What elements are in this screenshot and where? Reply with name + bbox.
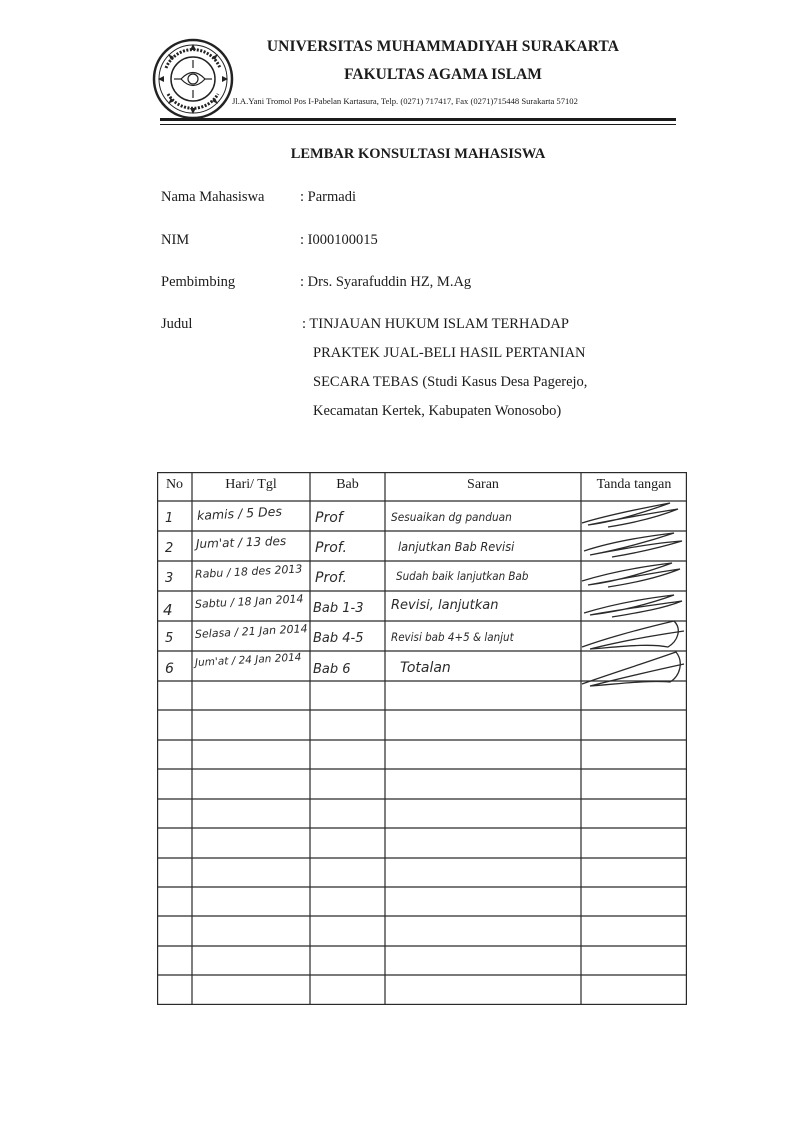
university-name: UNIVERSITAS MUHAMMADIYAH SURAKARTA [266, 38, 620, 55]
row-advice: Revisi bab 4+5 & lanjut [391, 630, 514, 644]
row-chapter: Bab 6 [313, 662, 351, 677]
row-advice: lanjutkan Bab Revisi [398, 540, 515, 554]
university-address: Jl.A.Yani Tromol Pos I-Pabelan Kartasura, Telp. (0271) 717417, Fax (0271)715448 Surakarta 57102 [232, 96, 578, 106]
signature-icon [578, 589, 688, 619]
column-header-advice: Saran [467, 477, 499, 492]
row-date: Rabu / 18 des 2013 [194, 562, 303, 581]
faculty-name: FAKULTAS AGAMA ISLAM [344, 66, 542, 83]
row-date: Jum'at / 24 Jan 2014 [194, 651, 302, 669]
letterhead-rule-thin [160, 124, 676, 125]
student-name-value: : Parmadi [300, 189, 356, 205]
column-header-no: No [165, 477, 184, 492]
thesis-title-label: Judul [161, 316, 193, 332]
thesis-title-line: Kecamatan Kertek, Kabupaten Wonosobo) [313, 403, 562, 419]
row-chapter: Prof. [315, 570, 347, 586]
row-advice: Totalan [400, 660, 451, 676]
row-date: Selasa / 21 Jan 2014 [194, 622, 308, 641]
form-title: LEMBAR KONSULTASI MAHASISWA [290, 146, 546, 162]
row-number: 6 [165, 661, 174, 677]
row-chapter: Bab 1-3 [313, 601, 364, 616]
thesis-title-line: PRAKTEK JUAL-BELI HASIL PERTANIAN [313, 345, 586, 361]
advisor-value: : Drs. Syarafuddin HZ, M.Ag [300, 274, 472, 290]
signature-icon [578, 646, 688, 690]
thesis-title-line: SECARA TEBAS (Studi Kasus Desa Pagerejo, [313, 374, 588, 390]
signature-icon [578, 529, 688, 559]
row-number: 2 [165, 541, 174, 556]
column-header-chapter: Bab [336, 477, 359, 492]
row-date: kamis / 5 Des [196, 503, 283, 523]
row-date: Jum'at / 13 des [195, 533, 287, 551]
row-chapter: Prof [315, 510, 343, 526]
thesis-title-line: : TINJAUAN HUKUM ISLAM TERHADAP [302, 316, 569, 332]
row-number: 1 [165, 511, 174, 526]
advisor-label: Pembimbing [161, 274, 236, 290]
row-advice: Sesuaikan dg panduan [391, 510, 512, 524]
row-advice: Sudah baik lanjutkan Bab [396, 569, 529, 583]
row-advice: Revisi, lanjutkan [391, 598, 499, 613]
signature-icon [578, 559, 688, 589]
university-seal-icon [152, 38, 234, 120]
nim-value: : I000100015 [300, 232, 378, 248]
row-chapter: Bab 4-5 [313, 631, 364, 646]
student-name-label: Nama Mahasiswa [161, 189, 265, 205]
column-header-date: Hari/ Tgl [225, 477, 277, 492]
row-date: Sabtu / 18 Jan 2014 [194, 592, 304, 611]
row-number: 3 [165, 571, 174, 586]
column-header-signature: Tanda tangan [596, 477, 672, 492]
row-number: 5 [165, 631, 174, 646]
row-number: 4 [163, 601, 173, 619]
row-chapter: Prof. [315, 540, 347, 556]
letterhead-rule-thick [160, 118, 676, 121]
nim-label: NIM [161, 232, 190, 248]
signature-icon [578, 499, 688, 529]
